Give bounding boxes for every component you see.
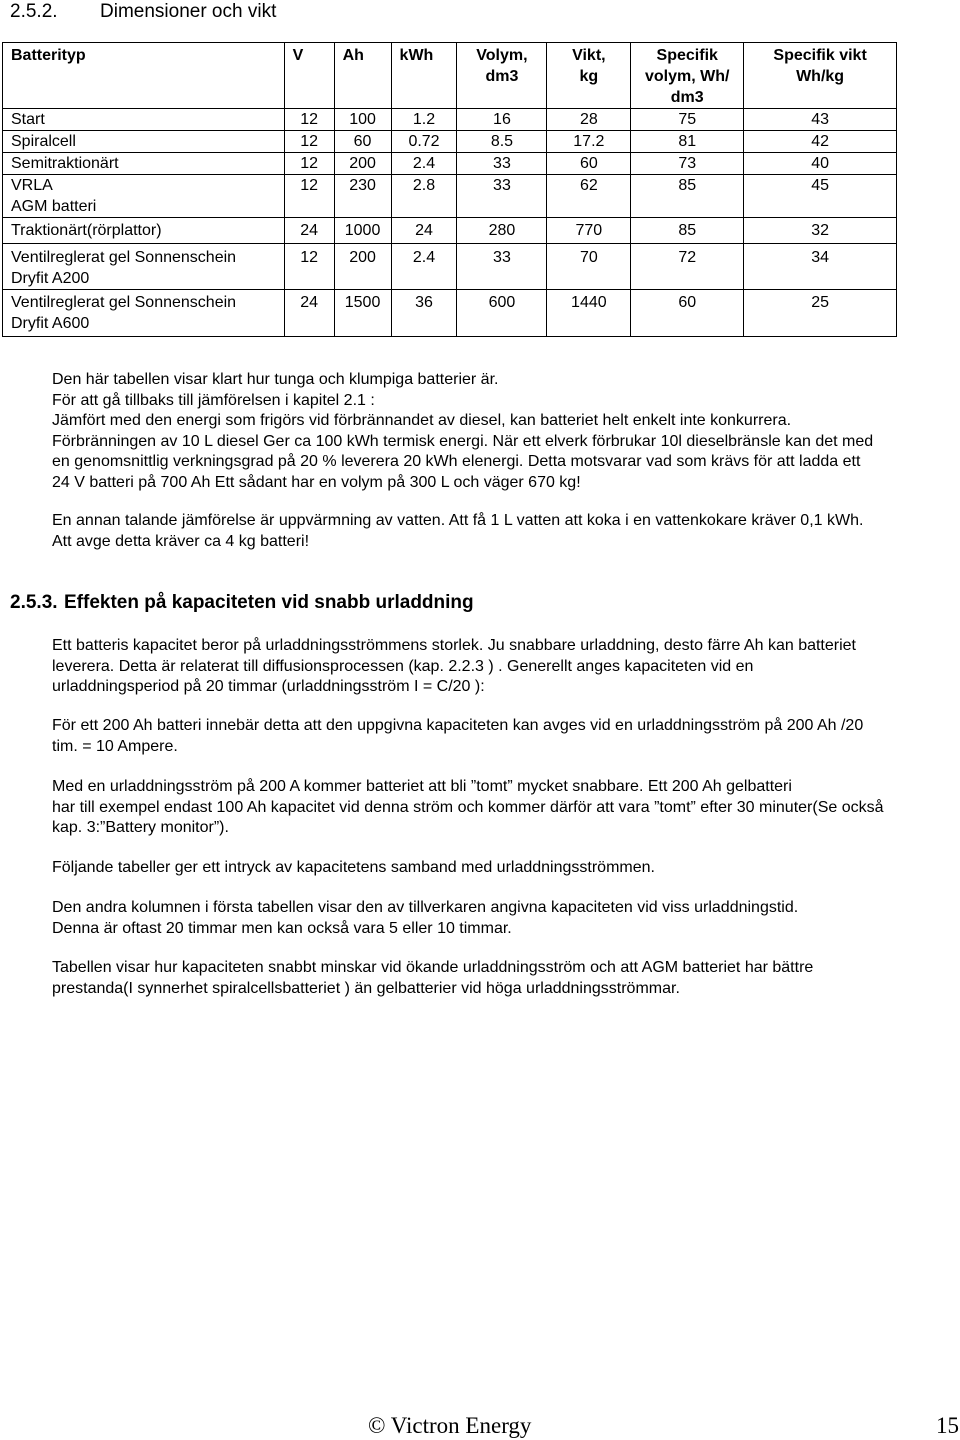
- cell-kwh: 1.2: [391, 109, 457, 131]
- cell-vol: 33: [457, 153, 547, 175]
- col-header-line: dm3: [485, 68, 519, 85]
- cell-vol: 16: [457, 109, 547, 131]
- footer-copyright: © Victron Energy: [368, 1413, 532, 1438]
- battery-spec-table: [2, 42, 897, 337]
- cell-name: [3, 175, 285, 218]
- table-row: [3, 109, 897, 131]
- cell-ah: 200: [334, 153, 391, 175]
- cell-kwh: 0.72: [391, 131, 457, 153]
- paragraph-200ah: [52, 716, 952, 757]
- cell-v: 12: [284, 175, 334, 218]
- cell-name: Spiralcell: [3, 131, 285, 153]
- cell-v: 12: [284, 153, 334, 175]
- paragraph-tables: [52, 858, 952, 879]
- col-header: [457, 43, 547, 109]
- cell-name-line2: Dryfit A600: [11, 315, 90, 332]
- table-row: [3, 175, 897, 218]
- cell-vikt: 770: [547, 218, 631, 244]
- text-line: leverera. Detta är relaterat till diffusionsprocessen (kap. 2.2.3 ) . Generellt anges kapaciteten vid en: [52, 657, 754, 675]
- cell-svikt: 42: [744, 131, 897, 153]
- cell-kwh: 24: [391, 218, 457, 244]
- text-line: Ett batteris kapacitet beror på urladdningsströmmens storlek. Ju snabbare urladdning, desto färre Ah kan batteriet: [52, 637, 856, 654]
- cell-svol: 60: [631, 290, 744, 337]
- col-header: kWh: [391, 43, 457, 109]
- text-line: kap. 3:”Battery monitor”).: [52, 819, 229, 836]
- cell-svol: 75: [631, 109, 744, 131]
- cell-vol: 600: [457, 290, 547, 337]
- cell-name-line1: VRLA: [11, 177, 53, 194]
- cell-name-line2: AGM batteri: [11, 198, 97, 215]
- text-line: prestanda(I synnerhet spiralcellsbatteriet ) än gelbatterier vid höga urladdningsströmmar.: [52, 979, 680, 997]
- cell-ah: 60: [334, 131, 391, 153]
- cell-name: Semitraktionärt: [3, 153, 285, 175]
- text-line: Jämfört med den energi som frigörs vid förbrännandet av diesel, kan batteriet helt enkelt inte konkurrera.: [52, 412, 792, 429]
- text-line: 24 V batteri på 700 Ah Ett sådant har en volym på 300 L och väger 670 kg!: [52, 473, 581, 491]
- cell-v: 12: [284, 109, 334, 131]
- table-row: [3, 244, 897, 290]
- text-line: Denna är oftast 20 timmar men kan också vara 5 eller 10 timmar.: [52, 919, 512, 937]
- cell-name: [3, 244, 285, 290]
- cell-name: Start: [3, 109, 285, 131]
- cell-svikt: 43: [744, 109, 897, 131]
- cell-vol: 280: [457, 218, 547, 244]
- text-line: har till exempel endast 100 Ah kapacitet vid denna ström och kommer därför att vara ”tomt” efter 30 minuter(Se också: [52, 798, 884, 816]
- text-line: Den här tabellen visar klart hur tunga och klumpiga batterier är.: [52, 371, 499, 388]
- cell-svikt: 40: [744, 153, 897, 175]
- cell-vikt: 62: [547, 175, 631, 218]
- col-header-line: Wh/kg: [796, 68, 845, 85]
- col-header: V: [284, 43, 334, 109]
- cell-vikt: 60: [547, 153, 631, 175]
- text-line: Följande tabeller ger ett intryck av kapacitetens samband med urladdningsströmmen.: [52, 859, 655, 876]
- cell-v: 24: [284, 218, 334, 244]
- table-header-row: [3, 43, 897, 109]
- paragraph-column: [52, 898, 952, 939]
- col-header-line: Vikt,: [572, 47, 606, 64]
- cell-svikt: 32: [744, 218, 897, 244]
- paragraph-capacity: [52, 636, 952, 698]
- cell-kwh: 2.8: [391, 175, 457, 218]
- cell-ah: 100: [334, 109, 391, 131]
- text-line: Förbränningen av 10 L diesel Ger ca 100 kWh termisk energi. När ett elverk förbrukar 10l dieselbränsle kan det med: [52, 432, 874, 450]
- cell-name: Traktionärt(rörplattor): [3, 218, 285, 244]
- table-row: [3, 290, 897, 337]
- text-line: Den andra kolumnen i första tabellen visar den av tillverkaren angivna kapaciteten vid viss urladdningstid.: [52, 899, 799, 916]
- cell-svikt: 25: [744, 290, 897, 337]
- paragraph-comparison: [52, 370, 952, 493]
- cell-svol: 72: [631, 244, 744, 290]
- text-line: Med en urladdningsström på 200 A kommer batteriet att bli ”tomt” mycket snabbare. Ett 200 Ah gelbatteri: [52, 778, 792, 795]
- section2-heading: [10, 590, 474, 616]
- col-header: [547, 43, 631, 109]
- cell-v: 24: [284, 290, 334, 337]
- cell-vol: 33: [457, 175, 547, 218]
- cell-svol: 81: [631, 131, 744, 153]
- col-header-line: volym, Wh/: [645, 68, 730, 85]
- paragraph-agm: [52, 958, 952, 999]
- cell-name: [3, 290, 285, 337]
- col-header-line: Specifik: [656, 47, 718, 64]
- text-line: För ett 200 Ah batteri innebär detta att den uppgivna kapaciteten kan avges vid en urladdningsström på 200 Ah /20: [52, 717, 864, 734]
- text-line: urladdningsperiod på 20 timmar (urladdningsström I = C/20 ):: [52, 678, 485, 695]
- cell-vikt: 1440: [547, 290, 631, 337]
- cell-v: 12: [284, 131, 334, 153]
- cell-v: 12: [284, 244, 334, 290]
- col-header-line: Volym,: [476, 47, 528, 64]
- footer-page-number: 15: [936, 1413, 959, 1438]
- text-line: en genomsnittlig verkningsgrad på 20 % leverera 20 kWh elenergi. Detta motsvarar vad som krävs för att ladda ett: [52, 453, 861, 470]
- cell-kwh: 2.4: [391, 244, 457, 290]
- col-header: [631, 43, 744, 109]
- col-header: Batterityp: [3, 43, 285, 109]
- col-header-line: kg: [579, 68, 599, 85]
- text-line: Tabellen visar hur kapaciteten snabbt minskar vid ökande urladdningsström och att AGM batteriet har bättre: [52, 959, 814, 976]
- cell-name-line1: Ventilreglerat gel Sonnenschein: [11, 294, 237, 311]
- table-row: [3, 153, 897, 175]
- col-header-line: dm3: [670, 89, 704, 106]
- cell-svol: 73: [631, 153, 744, 175]
- text-line: En annan talande jämförelse är uppvärmning av vatten. Att få 1 L vatten att koka i en vattenkokare kräver 0,1 kWh.: [52, 512, 864, 529]
- section-heading: [10, 0, 276, 24]
- section-number: 2.5.2.: [10, 1, 58, 22]
- cell-svikt: 45: [744, 175, 897, 218]
- cell-name-line1: Ventilreglerat gel Sonnenschein: [11, 249, 237, 266]
- text-line: Att avge detta kräver ca 4 kg batteri!: [52, 532, 310, 550]
- col-header: Ah: [334, 43, 391, 109]
- paragraph-water: [52, 511, 952, 552]
- cell-kwh: 2.4: [391, 153, 457, 175]
- section2-title: Effekten på kapaciteten vid snabb urladdning: [64, 592, 474, 613]
- cell-svol: 85: [631, 175, 744, 218]
- table-row: [3, 218, 897, 244]
- cell-svol: 85: [631, 218, 744, 244]
- cell-name-line2: Dryfit A200: [11, 270, 90, 287]
- cell-vol: 8.5: [457, 131, 547, 153]
- cell-vol: 33: [457, 244, 547, 290]
- text-line: tim. = 10 Ampere.: [52, 737, 178, 755]
- cell-svikt: 34: [744, 244, 897, 290]
- text-line: För att gå tillbaks till jämförelsen i kapitel 2.1 :: [52, 391, 375, 409]
- col-header-line: Specifik vikt: [773, 47, 867, 64]
- cell-ah: 200: [334, 244, 391, 290]
- cell-ah: 1000: [334, 218, 391, 244]
- cell-ah: 230: [334, 175, 391, 218]
- section-title: Dimensioner och vikt: [100, 1, 277, 22]
- cell-vikt: 17.2: [547, 131, 631, 153]
- cell-ah: 1500: [334, 290, 391, 337]
- col-header: [744, 43, 897, 109]
- table-row: [3, 131, 897, 153]
- cell-kwh: 36: [391, 290, 457, 337]
- paragraph-200a: [52, 777, 952, 839]
- cell-vikt: 70: [547, 244, 631, 290]
- cell-vikt: 28: [547, 109, 631, 131]
- section2-number: 2.5.3.: [10, 592, 58, 613]
